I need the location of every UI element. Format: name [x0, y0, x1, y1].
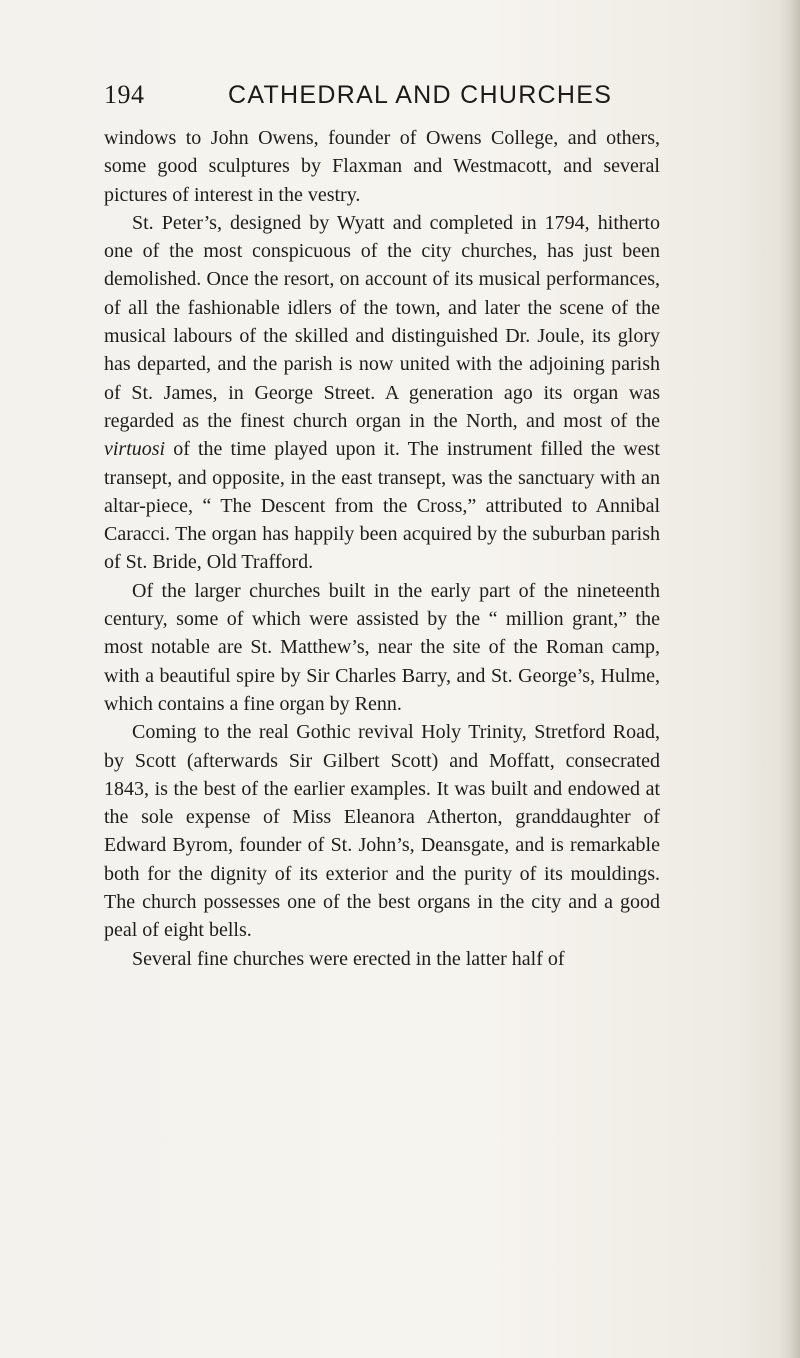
text-line: departed, and the parish is now united with the adjoining — [137, 353, 605, 376]
text-line: consecrated 1843, is the best of the earlier examples. It — [104, 749, 661, 800]
text-line: dignity of its exterior and the purity of its mouldings. — [210, 862, 661, 885]
text-line: The instrument filled the west transept, and opposite, in — [104, 438, 660, 489]
text-line: suburban parish of St. Bride, Old Trafford. — [104, 523, 661, 574]
text-line: St. John’s, Deansgate, and is remarkable both for the — [104, 834, 660, 885]
text-line: St. Peter’s, designed by Wyatt and completed in 1794, — [132, 211, 590, 234]
text-line: Sir Charles Barry, and St. George’s, Hulme, which contains — [104, 664, 661, 715]
text-line: was built and endowed at the sole expense of Miss Eleanora — [104, 777, 660, 829]
text-line: and several pictures of interest in the vestry. — [104, 155, 660, 206]
body-text — [104, 124, 660, 973]
text-line: hitherto one of the most conspicuous of the city churches, — [104, 211, 660, 263]
paragraph-2 — [104, 209, 660, 577]
paragraph-5 — [104, 945, 660, 973]
italic-word: virtuosi — [104, 438, 166, 461]
page-number: 194 — [104, 80, 145, 109]
text-line: the site of the Roman camp, with a beautiful spire by — [104, 636, 661, 687]
text-line: Caracci. The organ has happily been acquired by the — [104, 523, 527, 546]
page-edge-shadow — [778, 0, 800, 1358]
text-line: its musical performances, of all the fashionable idlers of — [104, 268, 660, 319]
text-line: Of the larger churches built in the early part of the — [132, 579, 569, 602]
text-line: its organ was regarded as the finest church organ in the — [104, 381, 661, 432]
text-line: parish of St. James, in George Street. A generation ago — [104, 353, 661, 404]
text-line: Atherton, granddaughter of Edward Byrom, founder of — [104, 806, 660, 857]
text-line: windows to John Owens, founder of Owens College, and — [104, 127, 597, 149]
text-line: a fine organ by Renn. — [229, 692, 402, 715]
text-line: “ million grant,” the most notable are St. Matthew’s, near — [104, 608, 660, 659]
text-line: The church possesses one of the best organs in the city and — [104, 891, 598, 914]
paragraph-4 — [104, 718, 660, 944]
text-line: nineteenth century, some of which were assisted by the — [104, 579, 660, 631]
text-line: the skilled and distinguished Dr. Joule, its glory has — [104, 325, 661, 376]
paragraph-1 — [104, 124, 660, 209]
page-header — [104, 80, 664, 116]
running-head: CATHEDRAL AND CHURCHES — [228, 81, 613, 109]
text-line: the east transept, was the sanctuary with an altar-piece, — [104, 466, 660, 517]
paragraph-3 — [104, 577, 660, 718]
text-line: of the time played upon it. — [165, 438, 400, 461]
text-line: Coming to the real Gothic revival Holy Trinity, Stretford — [132, 721, 606, 744]
text-line: “ The Descent from the Cross,” attributed to Annibal — [202, 494, 661, 517]
text-line: others, some good sculptures by Flaxman and Westmacott, — [104, 127, 660, 178]
text-line: a good peal of eight bells. — [104, 891, 660, 942]
text-line: Several fine churches were erected in the latter half of — [132, 947, 565, 970]
text-line: has just been demolished. Once the resort, on account of — [104, 240, 661, 291]
text-line: Road, by Scott (afterwards Sir Gilbert Scott) and Moffatt, — [104, 721, 661, 772]
text-line: the town, and later the scene of the musical labours of — [104, 296, 660, 348]
text-line: North, and most of the — [466, 409, 661, 432]
